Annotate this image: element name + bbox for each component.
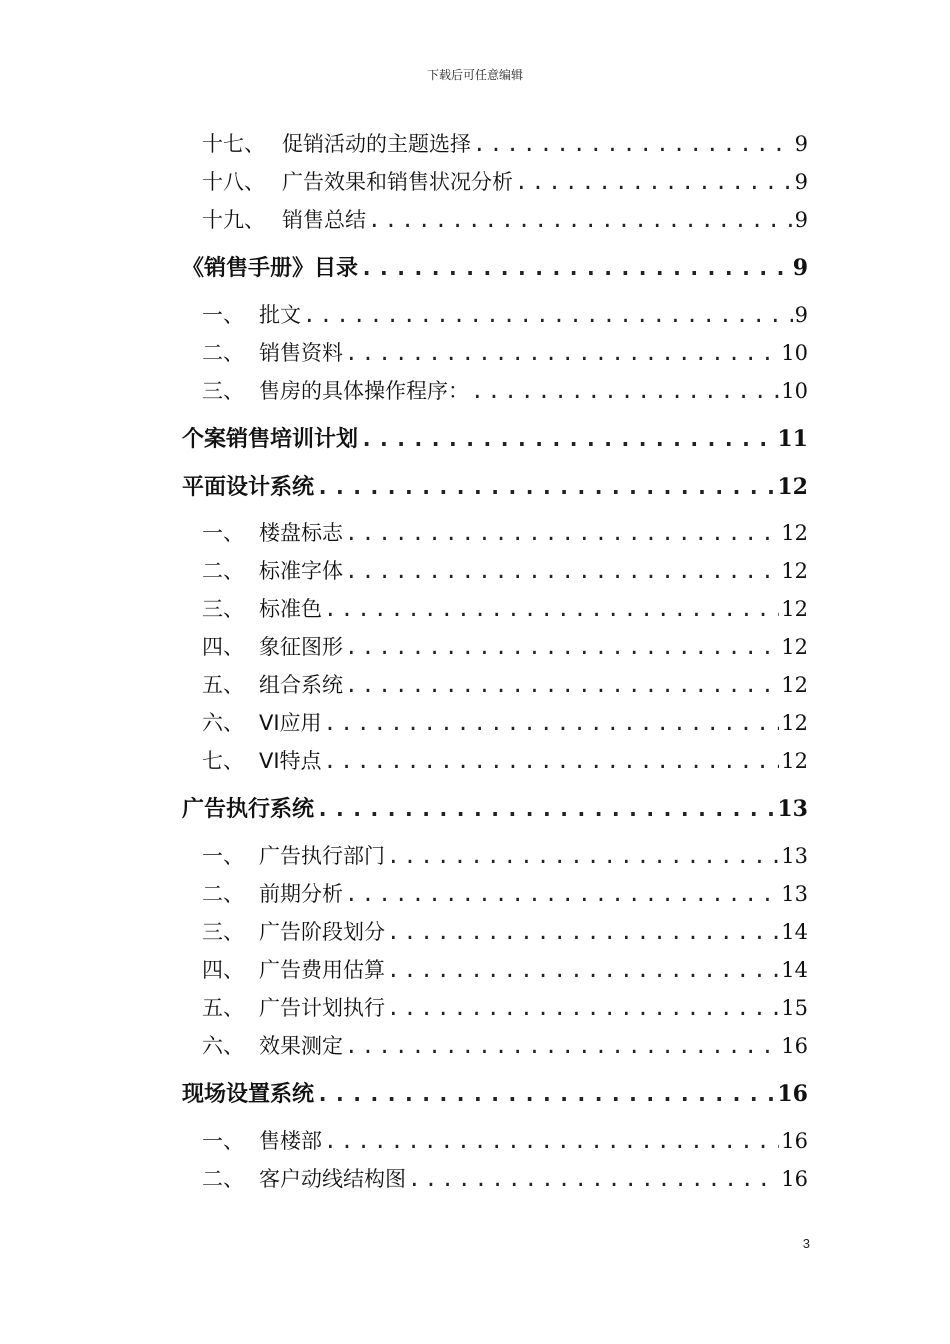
toc-entry-page-number: 12 bbox=[781, 559, 808, 583]
toc-entry-number: 五、 bbox=[202, 996, 244, 1020]
toc-entry-page-number: 9 bbox=[794, 303, 808, 327]
toc-entry-title: 广告费用估算 bbox=[259, 958, 385, 982]
toc-entry-page-number: 9 bbox=[794, 132, 808, 156]
toc-dot-leader bbox=[387, 844, 779, 868]
toc-entry-title: 楼盘标志 bbox=[259, 521, 343, 545]
toc-entry-number: 四、 bbox=[202, 635, 244, 659]
toc-dot-leader bbox=[316, 1082, 775, 1107]
toc-dot-leader bbox=[360, 427, 775, 452]
toc-entry-title: 个案销售培训计划 bbox=[182, 427, 359, 452]
toc-entry-title: 前期分析 bbox=[259, 882, 343, 906]
toc-entry-page-number: 14 bbox=[781, 958, 808, 982]
toc-dot-leader bbox=[316, 797, 775, 822]
toc-subsection-entry[interactable] bbox=[202, 1125, 808, 1155]
toc-subsection-entry[interactable] bbox=[202, 337, 808, 367]
toc-entry-title: 组合系统 bbox=[259, 673, 343, 697]
toc-subsection-entry[interactable] bbox=[202, 555, 808, 585]
toc-entry-title: 批文 bbox=[259, 303, 301, 327]
toc-section-entry[interactable] bbox=[182, 422, 808, 453]
toc-entry-title: 现场设置系统 bbox=[182, 1082, 315, 1107]
toc-entry-title: 广告阶段划分 bbox=[259, 920, 385, 944]
toc-entry-number: 五、 bbox=[202, 673, 244, 697]
toc-dot-leader bbox=[368, 208, 793, 232]
toc-entry-page-number: 14 bbox=[781, 920, 808, 944]
toc-entry-title: VI特点 bbox=[259, 749, 322, 773]
toc-dot-leader bbox=[345, 341, 779, 365]
toc-entry-page-number: 12 bbox=[781, 521, 808, 545]
toc-entry-number: 一、 bbox=[202, 1129, 244, 1153]
toc-subsection-entry[interactable] bbox=[202, 992, 808, 1022]
toc-subsection-entry[interactable] bbox=[202, 707, 808, 737]
toc-entry-number: 三、 bbox=[202, 597, 244, 621]
toc-entry-title: 《销售手册》目录 bbox=[182, 256, 359, 281]
toc-entry-title: 象征图形 bbox=[259, 635, 343, 659]
toc-dot-leader bbox=[345, 882, 779, 906]
toc-entry-title: 平面设计系统 bbox=[182, 475, 315, 500]
toc-entry-number: 二、 bbox=[202, 341, 244, 365]
toc-entry-title: 销售总结 bbox=[282, 208, 366, 232]
toc-dot-leader bbox=[387, 958, 779, 982]
toc-section-entry[interactable] bbox=[182, 1077, 808, 1108]
toc-dot-leader bbox=[316, 475, 775, 500]
toc-dot-leader bbox=[408, 1167, 779, 1191]
toc-entry-number: 二、 bbox=[202, 882, 244, 906]
toc-subsection-entry[interactable] bbox=[202, 299, 808, 329]
toc-entry-page-number: 13 bbox=[781, 844, 808, 868]
toc-entry-number: 一、 bbox=[202, 844, 244, 868]
toc-subsection-entry[interactable] bbox=[202, 878, 808, 908]
toc-dot-leader bbox=[387, 996, 779, 1020]
toc-entry-title: 效果测定 bbox=[259, 1034, 343, 1058]
toc-subsection-entry[interactable] bbox=[202, 1030, 808, 1060]
toc-entry-page-number: 13 bbox=[781, 882, 808, 906]
toc-subsection-entry[interactable] bbox=[202, 1163, 808, 1193]
toc-dot-leader bbox=[473, 132, 793, 156]
toc-entry-page-number: 16 bbox=[777, 1081, 808, 1107]
toc-dot-leader bbox=[324, 711, 780, 735]
toc-entry-page-number: 12 bbox=[781, 597, 808, 621]
toc-subsection-entry[interactable] bbox=[202, 593, 808, 623]
toc-dot-leader bbox=[324, 1129, 779, 1153]
toc-subsection-entry[interactable] bbox=[202, 745, 808, 775]
toc-entry-number: 三、 bbox=[202, 920, 244, 944]
toc-dot-leader bbox=[345, 521, 779, 545]
toc-subsection-entry[interactable] bbox=[202, 669, 808, 699]
toc-entry-title: 客户动线结构图 bbox=[259, 1167, 406, 1191]
toc-entry-page-number: 12 bbox=[781, 711, 808, 735]
toc-subsection-entry[interactable] bbox=[202, 204, 808, 234]
toc-entry-page-number: 12 bbox=[781, 673, 808, 697]
toc-dot-leader bbox=[345, 635, 779, 659]
toc-entry-page-number: 16 bbox=[781, 1129, 808, 1153]
toc-entry-page-number: 12 bbox=[781, 749, 808, 773]
toc-subsection-entry[interactable] bbox=[202, 916, 808, 946]
toc-section-entry[interactable] bbox=[182, 470, 808, 501]
toc-entry-page-number: 10 bbox=[781, 341, 808, 365]
toc-dot-leader bbox=[345, 559, 779, 583]
toc-entry-title: 销售资料 bbox=[259, 341, 343, 365]
toc-subsection-entry[interactable] bbox=[202, 166, 808, 196]
toc-dot-leader bbox=[515, 170, 793, 194]
toc-entry-page-number: 9 bbox=[794, 208, 808, 232]
toc-dot-leader bbox=[387, 920, 779, 944]
toc-subsection-entry[interactable] bbox=[202, 631, 808, 661]
toc-entry-title: 售房的具体操作程序： bbox=[259, 379, 469, 403]
toc-section-entry[interactable] bbox=[182, 251, 808, 282]
toc-entry-number: 七、 bbox=[202, 749, 244, 773]
toc-entry-page-number: 16 bbox=[781, 1034, 808, 1058]
toc-entry-title: 促销活动的主题选择 bbox=[282, 132, 471, 156]
toc-entry-page-number: 9 bbox=[794, 170, 808, 194]
toc-entry-page-number: 13 bbox=[777, 796, 808, 822]
toc-entry-title: VI应用 bbox=[259, 711, 322, 735]
toc-entry-number: 三、 bbox=[202, 379, 244, 403]
toc-entry-number: 二、 bbox=[202, 559, 244, 583]
toc-dot-leader bbox=[471, 379, 779, 403]
toc-entry-title: 标准字体 bbox=[259, 559, 343, 583]
toc-section-entry[interactable] bbox=[182, 792, 808, 823]
toc-entry-page-number: 11 bbox=[777, 426, 808, 452]
toc-dot-leader bbox=[345, 673, 779, 697]
toc-subsection-entry[interactable] bbox=[202, 517, 808, 547]
toc-dot-leader bbox=[345, 1034, 779, 1058]
header-note: 下载后可任意编辑 bbox=[426, 68, 523, 82]
toc-entry-page-number: 12 bbox=[777, 474, 808, 500]
toc-entry-number: 六、 bbox=[202, 1034, 244, 1058]
toc-entry-number: 二、 bbox=[202, 1167, 244, 1191]
toc-entry-page-number: 9 bbox=[792, 255, 808, 281]
toc-entry-title: 广告执行部门 bbox=[259, 844, 385, 868]
toc-subsection-entry[interactable] bbox=[202, 128, 808, 158]
toc-dot-leader bbox=[303, 303, 793, 327]
toc-subsection-entry[interactable] bbox=[202, 375, 808, 405]
toc-entry-number: 四、 bbox=[202, 958, 244, 982]
toc-entry-title: 广告计划执行 bbox=[259, 996, 385, 1020]
toc-subsection-entry[interactable] bbox=[202, 954, 808, 984]
page-number: 3 bbox=[802, 1236, 810, 1251]
toc-entry-number: 一、 bbox=[202, 521, 244, 545]
toc-entry-number: 六、 bbox=[202, 711, 244, 735]
toc-entry-number: 十九、 bbox=[202, 208, 265, 232]
toc-entry-number: 一、 bbox=[202, 303, 244, 327]
toc-dot-leader bbox=[360, 256, 791, 281]
toc-entry-number: 十八、 bbox=[202, 170, 265, 194]
toc-entry-page-number: 16 bbox=[781, 1167, 808, 1191]
toc-entry-title: 广告执行系统 bbox=[182, 797, 315, 822]
toc-dot-leader bbox=[324, 597, 779, 621]
toc-subsection-entry[interactable] bbox=[202, 840, 808, 870]
toc-dot-leader bbox=[324, 749, 780, 773]
toc-entry-title: 售楼部 bbox=[259, 1129, 322, 1153]
toc-entry-title: 广告效果和销售状况分析 bbox=[282, 170, 513, 194]
toc-entry-title: 标准色 bbox=[259, 597, 322, 621]
toc-entry-number: 十七、 bbox=[202, 132, 265, 156]
toc-entry-page-number: 10 bbox=[781, 379, 808, 403]
toc-entry-page-number: 15 bbox=[781, 996, 808, 1020]
toc-entry-page-number: 12 bbox=[781, 635, 808, 659]
